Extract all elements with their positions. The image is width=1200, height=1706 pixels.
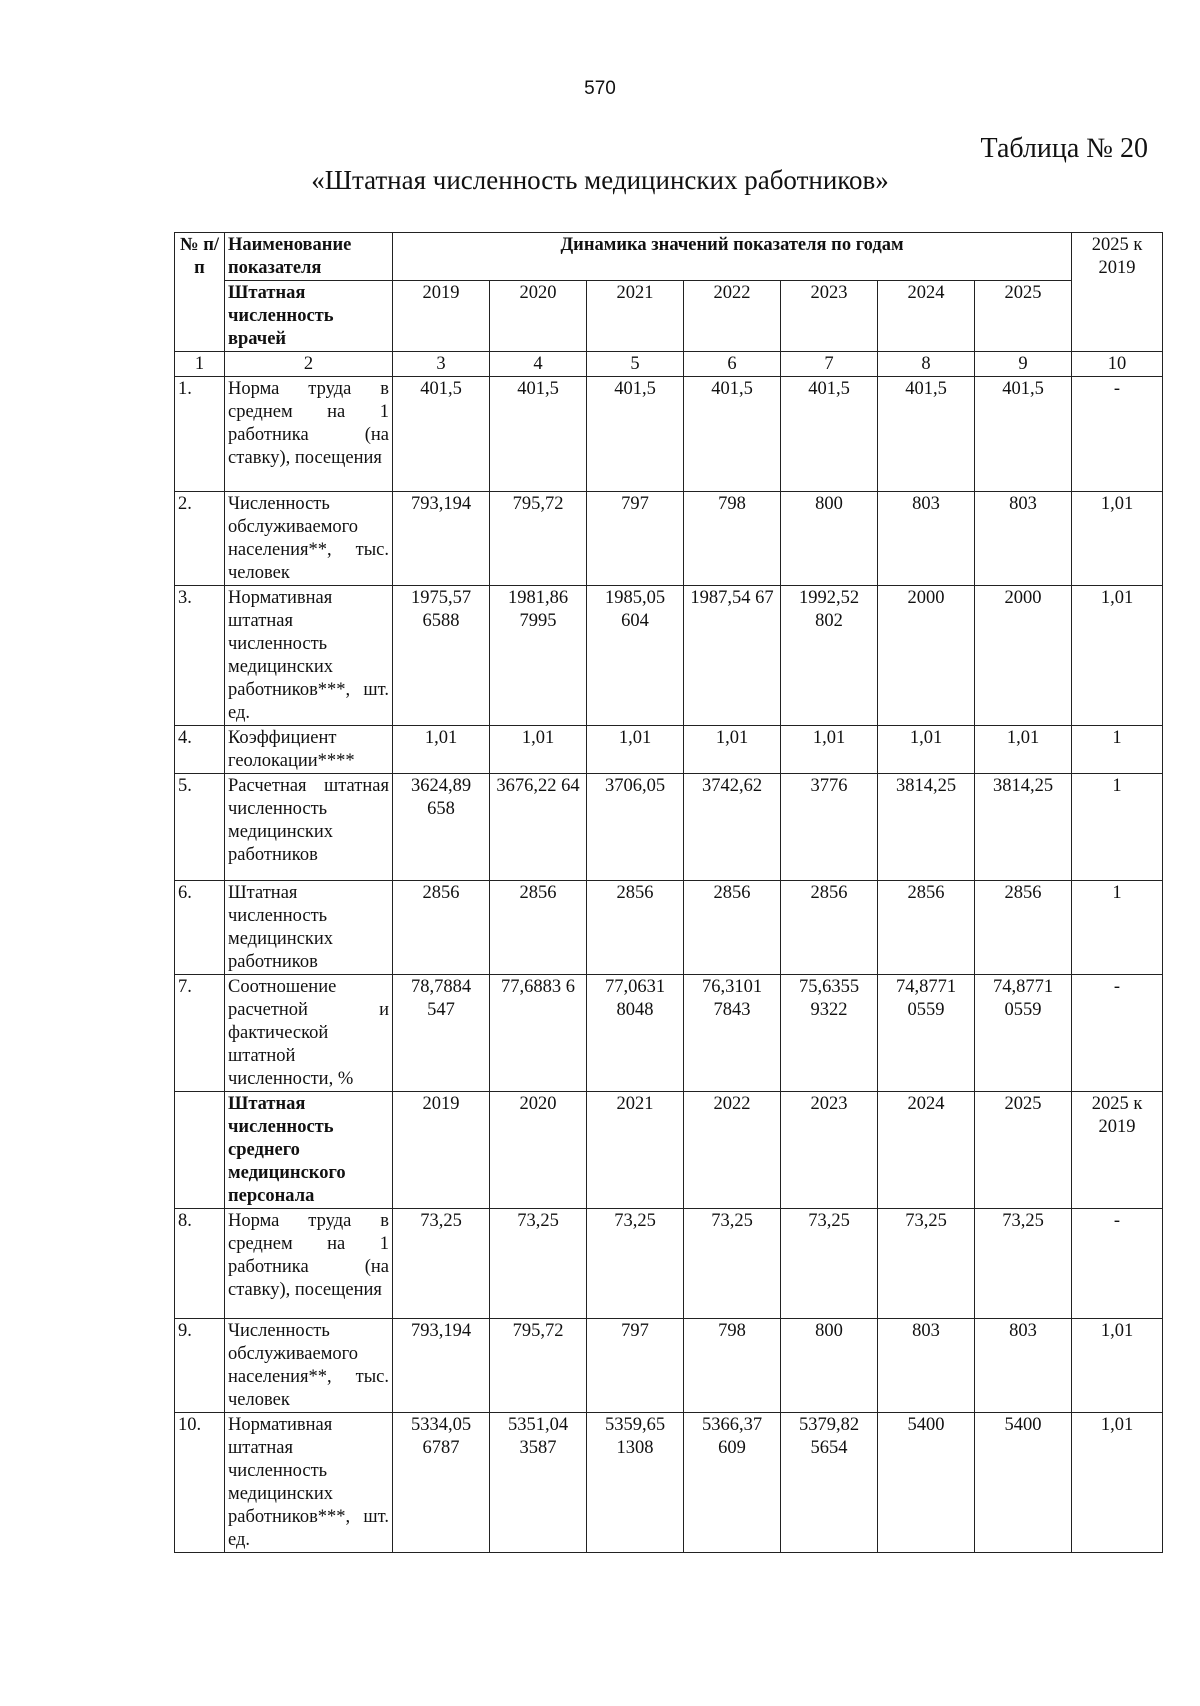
value-cell: 1981,86 7995: [490, 586, 587, 726]
row-indicator-name: Численность обслуживаемого населения**, тыс. человек: [225, 492, 393, 586]
row-indicator-name: Штатная численность медицинских работников: [225, 881, 393, 975]
value-cell: 401,5: [684, 377, 781, 492]
value-cell: 2856: [490, 881, 587, 975]
year-cell: 2021: [587, 1092, 684, 1209]
row-number: 8.: [175, 1209, 225, 1319]
value-cell: 1,01: [490, 726, 587, 774]
year-cell: 2020: [490, 1092, 587, 1209]
column-number: 9: [975, 352, 1072, 377]
table-row: [175, 726, 1163, 774]
column-number: 5: [587, 352, 684, 377]
value-cell: 73,25: [587, 1209, 684, 1319]
value-cell: 1992,52 802: [781, 586, 878, 726]
ratio-cell: 1,01: [1072, 1413, 1163, 1553]
row-indicator-name: Нормативная штатная численность медицинских работников***, шт. ед.: [225, 1413, 393, 1553]
year-cell: 2024: [878, 1092, 975, 1209]
column-number: 6: [684, 352, 781, 377]
value-cell: 401,5: [975, 377, 1072, 492]
value-cell: 73,25: [393, 1209, 490, 1319]
value-cell: 2856: [587, 881, 684, 975]
column-number: 7: [781, 352, 878, 377]
value-cell: 1987,54 67: [684, 586, 781, 726]
column-number: 2: [225, 352, 393, 377]
year-cell: 2023: [781, 1092, 878, 1209]
value-cell: 76,3101 7843: [684, 975, 781, 1092]
value-cell: 73,25: [781, 1209, 878, 1319]
value-cell: 5400: [878, 1413, 975, 1553]
row-indicator-name: Численность обслуживаемого населения**, тыс. человек: [225, 1319, 393, 1413]
column-number: 8: [878, 352, 975, 377]
value-cell: 793,194: [393, 1319, 490, 1413]
year-cell: 2025: [975, 1092, 1072, 1209]
row-indicator-name: Нормативная штатная численность медицинских работников***, шт. ед.: [225, 586, 393, 726]
row-number: 5.: [175, 774, 225, 881]
value-cell: 78,7884 547: [393, 975, 490, 1092]
value-cell: 5379,82 5654: [781, 1413, 878, 1553]
header-num: № п/п: [175, 233, 225, 352]
value-cell: 2000: [975, 586, 1072, 726]
value-cell: 2856: [975, 881, 1072, 975]
value-cell: 797: [587, 492, 684, 586]
value-cell: 5351,04 3587: [490, 1413, 587, 1553]
year-cell: 2023: [781, 281, 878, 352]
value-cell: 401,5: [490, 377, 587, 492]
ratio-cell: -: [1072, 975, 1163, 1092]
ratio-cell: 1,01: [1072, 1319, 1163, 1413]
column-numbers-row: [175, 352, 1163, 377]
row-number: 6.: [175, 881, 225, 975]
value-cell: 800: [781, 1319, 878, 1413]
column-number: 10: [1072, 352, 1163, 377]
value-cell: 803: [975, 492, 1072, 586]
value-cell: 75,6355 9322: [781, 975, 878, 1092]
value-cell: 3814,25: [878, 774, 975, 881]
value-cell: 798: [684, 1319, 781, 1413]
value-cell: 803: [878, 492, 975, 586]
page-number: 570: [584, 78, 616, 99]
table-row: [175, 586, 1163, 726]
value-cell: 3742,62: [684, 774, 781, 881]
value-cell: 798: [684, 492, 781, 586]
column-number: 4: [490, 352, 587, 377]
value-cell: 5366,37 609: [684, 1413, 781, 1553]
table-row: [175, 774, 1163, 881]
empty-cell: [175, 1092, 225, 1209]
value-cell: 401,5: [587, 377, 684, 492]
ratio-cell: 1: [1072, 881, 1163, 975]
value-cell: 5359,65 1308: [587, 1413, 684, 1553]
value-cell: 793,194: [393, 492, 490, 586]
value-cell: 1,01: [587, 726, 684, 774]
ratio-cell: 1: [1072, 774, 1163, 881]
value-cell: 800: [781, 492, 878, 586]
value-cell: 5400: [975, 1413, 1072, 1553]
table-title: «Штатная численность медицинских работников»: [311, 165, 889, 195]
table-row: [175, 1413, 1163, 1553]
row-number: 1.: [175, 377, 225, 492]
value-cell: 77,6883 6: [490, 975, 587, 1092]
value-cell: 401,5: [393, 377, 490, 492]
value-cell: 2856: [684, 881, 781, 975]
header-dynamics: Динамика значений показателя по годам: [393, 233, 1072, 281]
year-cell: 2019: [393, 281, 490, 352]
value-cell: 1,01: [393, 726, 490, 774]
year-cell: 2019: [393, 1092, 490, 1209]
value-cell: 3706,05: [587, 774, 684, 881]
value-cell: 1,01: [684, 726, 781, 774]
row-indicator-name: Норма труда в среднем на 1 работника (на ставку), посещения: [225, 1209, 393, 1319]
value-cell: 74,8771 0559: [975, 975, 1072, 1092]
row-indicator-name: Соотношение расчетной и фактической штатной численности, %: [225, 975, 393, 1092]
table-row: [175, 377, 1163, 492]
ratio-cell: 1,01: [1072, 586, 1163, 726]
column-number: 1: [175, 352, 225, 377]
ratio-cell: -: [1072, 377, 1163, 492]
section1-header-row: [175, 281, 1163, 352]
header-row: [175, 233, 1163, 281]
year-cell: 2022: [684, 281, 781, 352]
section2-title: Штатная численность среднего медицинского персонала: [225, 1092, 393, 1209]
table-row: [175, 492, 1163, 586]
header-ratio: 2025 к 2019: [1072, 233, 1163, 352]
year-cell: 2021: [587, 281, 684, 352]
row-indicator-name: Расчетная штатная численность медицинских работников: [225, 774, 393, 881]
value-cell: 795,72: [490, 492, 587, 586]
row-number: 10.: [175, 1413, 225, 1553]
value-cell: 401,5: [781, 377, 878, 492]
year-cell: 2020: [490, 281, 587, 352]
value-cell: 3814,25: [975, 774, 1072, 881]
value-cell: 73,25: [975, 1209, 1072, 1319]
section2-ratio: 2025 к 2019: [1072, 1092, 1163, 1209]
value-cell: 73,25: [684, 1209, 781, 1319]
value-cell: 803: [975, 1319, 1072, 1413]
row-number: 9.: [175, 1319, 225, 1413]
row-number: 7.: [175, 975, 225, 1092]
value-cell: 1,01: [781, 726, 878, 774]
table-row: [175, 975, 1163, 1092]
row-number: 4.: [175, 726, 225, 774]
ratio-cell: 1: [1072, 726, 1163, 774]
row-number: 3.: [175, 586, 225, 726]
ratio-cell: -: [1072, 1209, 1163, 1319]
section1-title: Штатная численность врачей: [225, 281, 393, 352]
value-cell: 3776: [781, 774, 878, 881]
value-cell: 2856: [878, 881, 975, 975]
value-cell: 2000: [878, 586, 975, 726]
value-cell: 3676,22 64: [490, 774, 587, 881]
value-cell: 3624,89 658: [393, 774, 490, 881]
value-cell: 2856: [393, 881, 490, 975]
value-cell: 73,25: [490, 1209, 587, 1319]
value-cell: 5334,05 6787: [393, 1413, 490, 1553]
value-cell: 1975,57 6588: [393, 586, 490, 726]
year-cell: 2025: [975, 281, 1072, 352]
row-indicator-name: Норма труда в среднем на 1 работника (на ставку), посещения: [225, 377, 393, 492]
table-row: [175, 1209, 1163, 1319]
value-cell: 1,01: [975, 726, 1072, 774]
value-cell: 2856: [781, 881, 878, 975]
value-cell: 1985,05 604: [587, 586, 684, 726]
year-cell: 2022: [684, 1092, 781, 1209]
table-row: [175, 1319, 1163, 1413]
value-cell: 73,25: [878, 1209, 975, 1319]
header-name: Наименование показателя: [225, 233, 393, 281]
value-cell: 1,01: [878, 726, 975, 774]
column-number: 3: [393, 352, 490, 377]
staffing-table: [174, 232, 1163, 1553]
table-row: [175, 881, 1163, 975]
row-indicator-name: Коэффициент геолокации****: [225, 726, 393, 774]
table-label: Таблица № 20: [980, 133, 1148, 164]
value-cell: 797: [587, 1319, 684, 1413]
row-number: 2.: [175, 492, 225, 586]
ratio-cell: 1,01: [1072, 492, 1163, 586]
value-cell: 77,0631 8048: [587, 975, 684, 1092]
value-cell: 803: [878, 1319, 975, 1413]
year-cell: 2024: [878, 281, 975, 352]
value-cell: 795,72: [490, 1319, 587, 1413]
value-cell: 74,8771 0559: [878, 975, 975, 1092]
value-cell: 401,5: [878, 377, 975, 492]
section2-header-row: [175, 1092, 1163, 1209]
